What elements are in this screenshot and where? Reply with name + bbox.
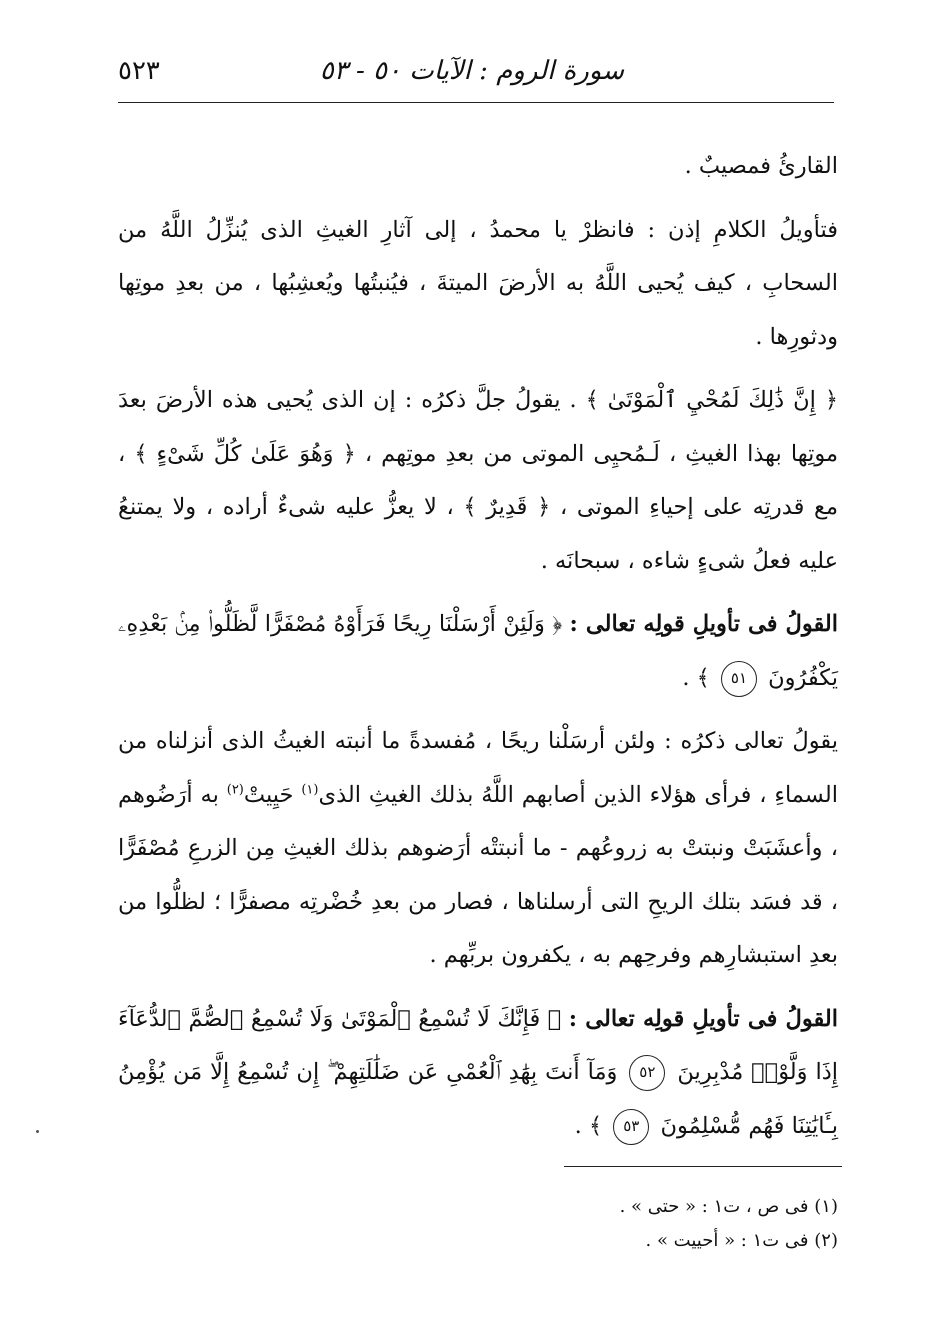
paragraph-4	[118, 715, 838, 983]
heading-label: القولُ فى تأويلِ قولِه تعالى :	[569, 611, 838, 637]
commentary-text: ، مع قدرتِه على إحياءِ الموتى ،	[118, 440, 839, 520]
verse-close: ﴾ .	[574, 1112, 603, 1139]
footnote-2: (٢) فى ت١ : « أحييت » .	[645, 1230, 838, 1251]
section-heading-1	[118, 598, 838, 705]
heading-label: القولُ فى تأويلِ قولِه تعالى :	[568, 1005, 838, 1032]
page-body	[118, 140, 838, 1153]
footnote-ref-2: (٢)	[226, 782, 244, 797]
quran-quote: ﴿ إِنَّ ذَٰلِكَ لَمُحْيِ ٱلْمَوْتَىٰ ﴾	[585, 387, 838, 413]
commentary-text: به أرَضُوهم ، وأعشَبَتْ ونبتتْ به زروعُهم - ما أنبتتْه أرَضوهم بذلك الغيثِ مِن الزرعِ مُصْفَرًّا ، قد فسَد بتلك الريحِ التى أرسلناها ، فصار من بعدِ خُضْرتِه مصفرًّا ؛ لظلُّوا من بعدِ استبشارِهم وفرحِهم به ، يكفرون بربِّهم .	[118, 781, 838, 968]
ayah-number-badge: ٥٢	[629, 1055, 665, 1091]
footnotes	[118, 1190, 838, 1258]
commentary-text: يقولُ تعالى ذكرُه : ولئن أرسَلْنا ريحًا ، مُفسدةً ما أنبته الغيثُ الذى أنزلناه من السماءِ ، فرأى هؤلاء الذين أصابهم اللَّهُ بذلك الغيثِ الذى	[118, 728, 838, 808]
paragraph-3	[118, 374, 838, 588]
page-header	[118, 52, 834, 103]
footnote-ref-1: (١)	[301, 782, 319, 797]
commentary-text: ، لا يعزُّ عليه شىءٌ أراده ، ولا يمتنعُ عليه فعلُ شىءٍ شاءه ، سبحانَه .	[118, 494, 838, 574]
page-number: ٥٢٣	[118, 56, 160, 86]
paragraph-1: القارئُ فمصيبٌ .	[684, 153, 838, 179]
running-title: سورة الروم : الآيات ٥٠ - ٥٣	[319, 56, 624, 86]
section-heading-2	[118, 993, 838, 1154]
footnote-divider	[564, 1166, 842, 1167]
footnote-1: (١) فى ص ، ت١ : « حتى » .	[619, 1196, 838, 1217]
quran-quote: ﴿ وَهُوَ عَلَىٰ كُلِّ شَىْءٍ ﴾	[134, 440, 356, 467]
commentary-text: حَيِيتْ	[243, 781, 294, 808]
quran-verse: ﴿ وَلَئِنْ أَرْسَلْنَا رِيحًا فَرَأَوْهُ مُصْفَرًّا لَّظَلُّوا۟ مِنۢ بَعْدِهِۦ يَكْفُرُونَ	[118, 611, 838, 691]
quran-verse: وَمَآ أَنتَ بِهَٰدِ ٱلْعُمْىِ عَن ضَلَٰلَتِهِمْ ۖ إِن تُسْمِعُ إِلَّا مَن يُؤْمِنُ بِـَٔايَٰتِنَا فَهُم مُّسْلِمُونَ	[118, 1059, 838, 1139]
quran-verse: ﴿ فَإِنَّكَ لَا تُسْمِعُ ٱلْمَوْتَىٰ وَلَا تُسْمِعُ ٱلصُّمَّ ٱلدُّعَآءَ إِذَا وَلَّوْا۟ مُدْبِرِينَ	[118, 1005, 838, 1085]
quran-quote: ﴿ قَدِيرٌ ﴾	[463, 494, 551, 520]
ayah-number-badge: ٥٣	[613, 1109, 649, 1145]
commentary-text: . يقولُ جلَّ ذكرُه : إن الذى يُحيى هذه الأرضَ بعدَ موتِها بهذا الغيثِ ، لَـمُحيِى الموتى من بعدِ موتِهم ،	[118, 387, 839, 467]
scan-speck	[36, 1130, 39, 1133]
verse-close: ﴾ .	[682, 664, 710, 691]
paragraph-2: فتأويلُ الكلامِ إذن : فانظرْ يا محمدُ ، إلى آثارِ الغيثِ الذى يُنزِّلُ اللَّهُ من السحابِ ، كيف يُحيى اللَّهُ به الأرضَ الميتةَ ، فيُنبتُها ويُعشِبُها ، من بعدِ موتِها ودثورِها .	[118, 216, 838, 350]
ayah-number-badge: ٥١	[721, 661, 757, 697]
